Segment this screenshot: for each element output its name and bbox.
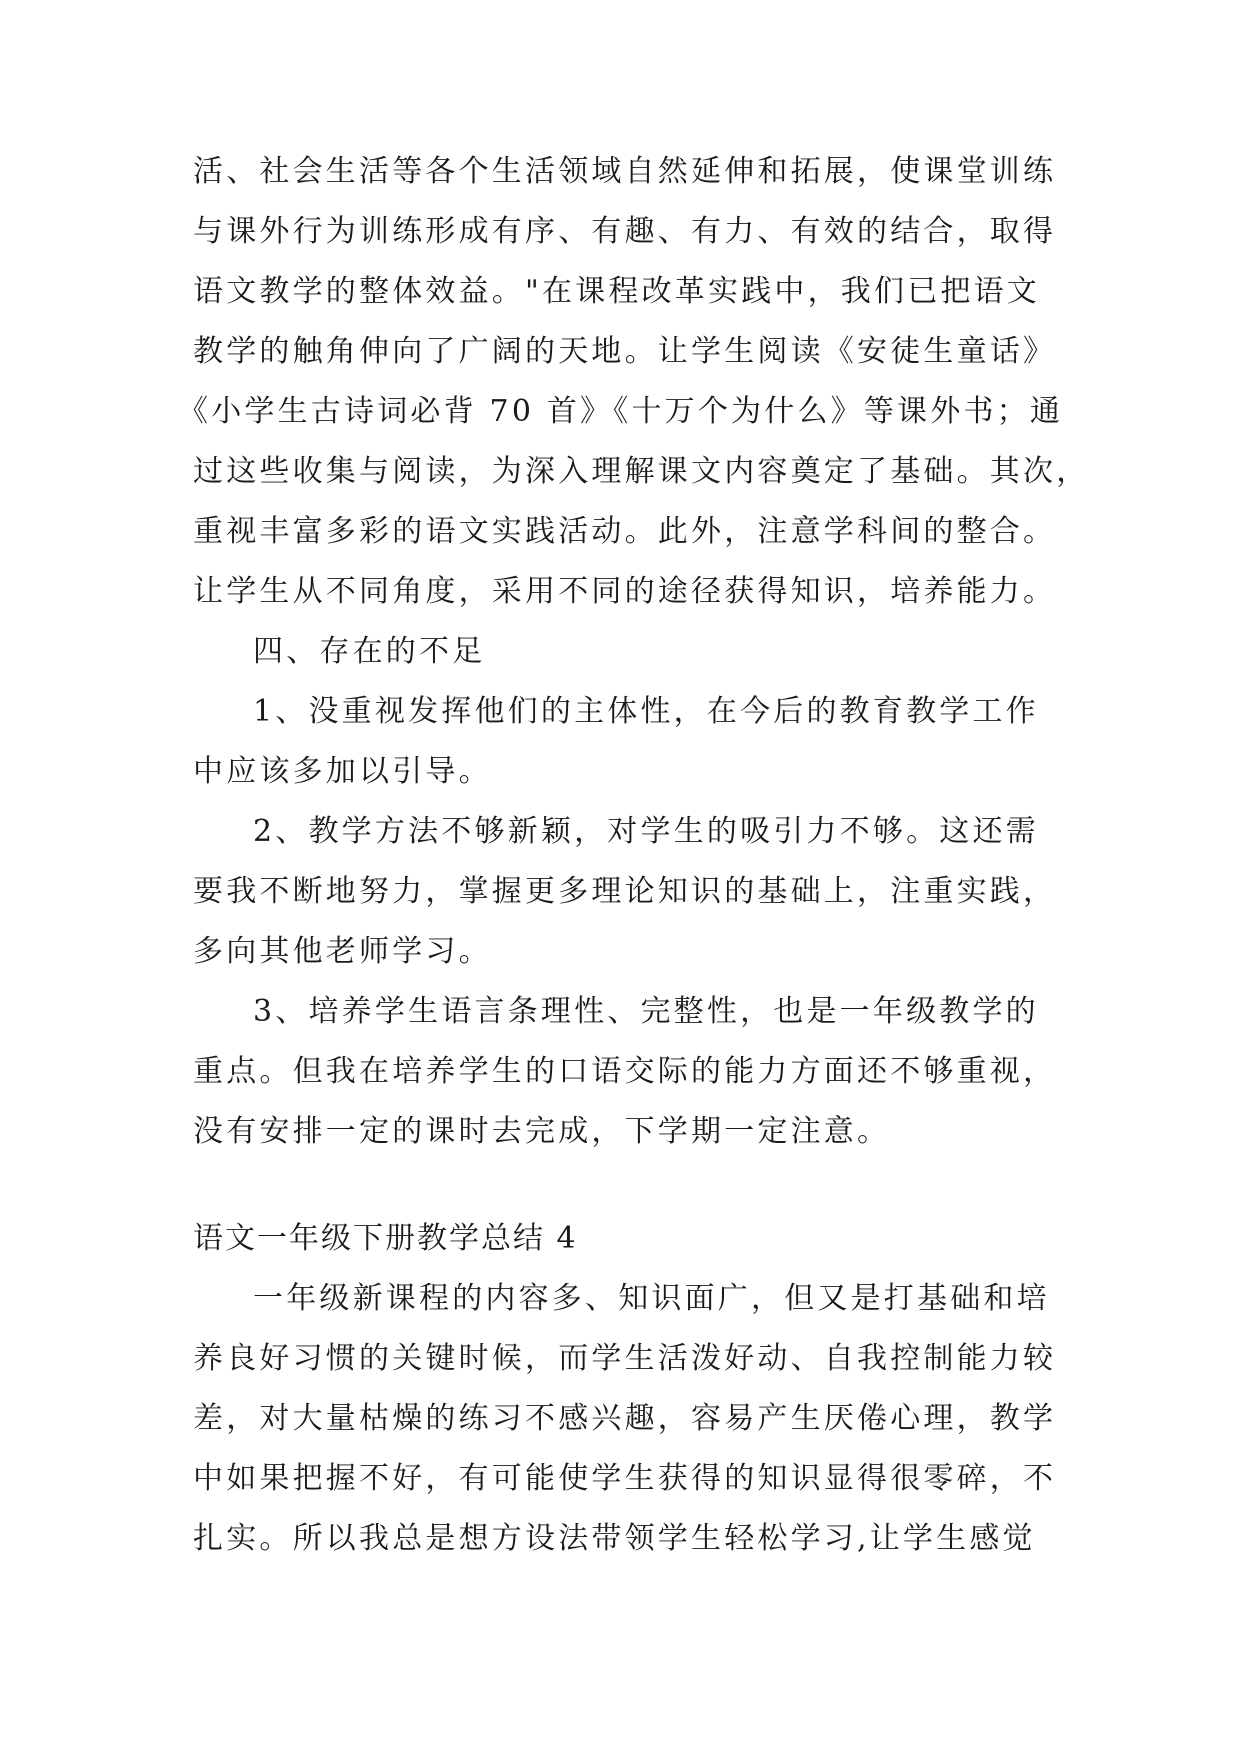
list-item-line: 多向其他老师学习。 — [193, 934, 492, 969]
list-item-line: 要我不断地努力，掌握更多理论知识的基础上，注重实践， — [193, 874, 1057, 909]
list-item-line: 没有安排一定的课时去完成，下学期一定注意。 — [193, 1114, 891, 1149]
paragraph-line: 过这些收集与阅读，为深入理解课文内容奠定了基础。其次， — [193, 454, 1090, 489]
paragraph-line: 教学的触角伸向了广阔的天地。让学生阅读《安徒生童话》 — [193, 334, 1057, 369]
paragraph-line: 差，对大量枯燥的练习不感兴趣，容易产生厌倦心理，教学 — [193, 1401, 1057, 1436]
paragraph-line: 中如果把握不好，有可能使学生获得的知识显得很零碎，不 — [193, 1461, 1057, 1496]
list-item-line: 3、培养学生语言条理性、完整性，也是一年级教学的 — [253, 994, 1039, 1029]
paragraph-line: 养良好习惯的关键时候，而学生活泼好动、自我控制能力较 — [193, 1341, 1057, 1376]
paragraph-line: 《小学生古诗词必背 70 首》《十万个为什么》等课外书；通 — [178, 394, 1064, 429]
list-item-line: 1、没重视发挥他们的主体性，在今后的教育教学工作 — [253, 694, 1039, 729]
paragraph-line: 与课外行为训练形成有序、有趣、有力、有效的结合，取得 — [193, 214, 1057, 249]
list-item-line: 重点。但我在培养学生的口语交际的能力方面还不够重视， — [193, 1054, 1057, 1089]
summary-heading: 语文一年级下册教学总结 4 — [193, 1221, 578, 1256]
paragraph-line: 扎实。所以我总是想方设法带领学生轻松学习,让学生感觉 — [193, 1521, 1036, 1556]
list-item-line: 中应该多加以引导。 — [193, 754, 492, 789]
paragraph-line: 重视丰富多彩的语文实践活动。此外，注意学科间的整合。 — [193, 514, 1057, 549]
paragraph-line: 让学生从不同角度，采用不同的途径获得知识，培养能力。 — [193, 574, 1057, 609]
paragraph-line: 一年级新课程的内容多、知识面广，但又是打基础和培 — [253, 1281, 1050, 1316]
list-item-line: 2、教学方法不够新颖，对学生的吸引力不够。这还需 — [253, 814, 1039, 849]
paragraph-line: 活、社会生活等各个生活领域自然延伸和拓展，使课堂训练 — [193, 154, 1057, 189]
paragraph-line: 语文教学的整体效益。"在课程改革实践中，我们已把语文 — [193, 274, 1040, 309]
section-title: 四、存在的不足 — [253, 634, 486, 669]
